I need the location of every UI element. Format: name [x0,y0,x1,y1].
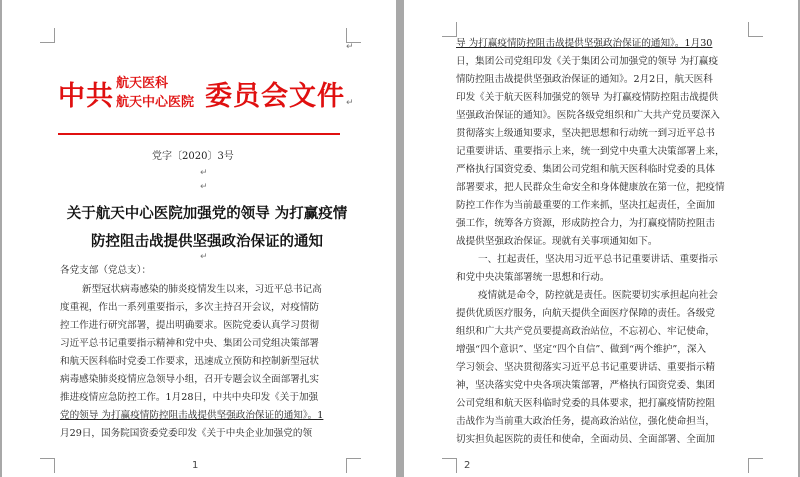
body-line: 神，坚决落实党中央各项决策部署，严格执行国资党委、集团 [456,380,716,391]
header-org-line2: 航天中心医院 [116,95,195,110]
body-line: 部署要求，把人民群众生命安全和身体健康放在第一位，把疫情 [456,182,725,193]
paragraph-mark: ↵ [200,182,208,192]
margin-corner-top-right [346,28,361,43]
body-line: 度重视，作出一系列重要指示，多次主持召开会议，对疫情防 [60,302,320,313]
body-line: 切实担负起医院的责任和使命，全面动员、全面部署、全面加 [456,434,716,445]
body-line: 疫情就是命令，防控就是责任。医院要切实承担起向社会 [478,290,718,301]
section-heading: 一、扛起责任，坚决用习近平总书记重要讲话、重要指示 [478,254,718,265]
margin-corner-top-left [442,22,457,37]
document-title [42,200,372,256]
margin-corner-top-left [40,28,55,43]
document-page-1 [2,0,396,477]
red-divider-line [58,133,340,135]
body-line: 印发《关于航天医科加强党的领导 为打赢疫情防控阻击战提供 [456,92,719,103]
body-line: 贯彻落实上级通知要求，坚决把思想和行动统一到习近平总书 [456,128,716,139]
body-line: 控工作进行研究部署，提出明确要求。医院党委认真学习贯彻 [60,320,320,331]
body-line: 防控工作作为当前最重要的工作来抓，坚决扛起责任，全面加 [456,200,716,211]
paragraph-mark: ↵ [346,98,354,108]
body-line: 公司党组和航天医科临时党委的具体要求，把打赢疫情防控阻 [456,398,716,409]
title-line-1: 关于航天中心医院加强党的领导 为打赢疫情 [66,205,348,222]
greeting: 各党支部（党总支）： [60,265,152,276]
paragraph-mark: ↵ [200,252,208,262]
body-line: 导 为打赢疫情防控阻击战提供坚强政治保证的通知》。1月30 [456,38,713,49]
body-line: 情防控阻击战提供坚强政治保证的通知》。2月2日，航天医科 [456,74,713,85]
margin-corner-bottom-right [748,458,763,473]
body-line: 习近平总书记重要指示精神和党中央、集团公司党组决策部署 [60,338,320,349]
section-heading: 和党中央决策部署统一思想和行动。 [456,272,610,283]
body-line: 击战作为当前重大政治任务，提高政治站位，强化使命担当， [456,416,716,427]
margin-corner-bottom-right [346,458,361,473]
body-line: 组织和广大共产党员要提高政治站位，不忘初心、牢记使命， [456,326,716,337]
body-line: 推进疫情应急防控工作。1月28日，中共中央印发《关于加强 [60,392,319,403]
body-line: 月29日，国务院国资委党委印发《关于中央企业加强党的领 [60,428,313,439]
margin-corner-bottom-left [442,458,457,473]
header-suffix: 委员会文件 [205,81,345,112]
body-line: 严格执行国资党委、集团公司党组和航天医科临时党委的具体 [456,164,716,175]
header-prefix: 中共 [58,81,114,112]
body-line: 强工作，统筹各方资源，形成防控合力，为打赢疫情防控阻击 [456,218,716,229]
paragraph-mark: ↵ [200,168,208,178]
margin-corner-bottom-left [40,458,55,473]
body-line: 记重要讲话、重要指示上来，统一到党中央重大决策部署上来， [456,146,725,157]
header-org-line1: 航天医科 [116,76,169,91]
title-line-2: 防控阻击战提供坚强政治保证的通知 [91,233,323,250]
body-line: 和航天医科临时党委工作要求，迅速成立预防和控制新型冠状 [60,356,320,367]
page-number: 1 [192,460,199,471]
body-line: 党的领导 为打赢疫情防控阻击战提供坚强政治保证的通知》。1 [60,410,324,421]
document-page-2 [404,0,798,477]
document-number: 党字〔2020〕3号 [152,151,234,162]
body-line: 日，集团公司党组印发《关于集团公司加强党的领导 为打赢疫 [456,56,719,67]
paragraph-mark: ↵ [346,42,354,52]
body-line: 新型冠状病毒感染的肺炎疫情发生以来，习近平总书记高 [82,284,322,295]
page-number: 2 [464,460,471,471]
document-red-header [58,70,358,114]
body-line: 坚强政治保证的通知》。医院各级党组织和广大共产党员要深入 [456,110,720,121]
body-line: 提供优质医疗服务，向航天提供全面医疗保障的责任。各级党 [456,308,716,319]
margin-corner-top-right [748,22,763,37]
body-line: 病毒感染肺炎疫情应急领导小组，召开专题会议全面部署扎实 [60,374,320,385]
body-line: 战提供坚强政治保证。现就有关事项通知如下。 [456,236,658,247]
body-line: 学习领会、坚决贯彻落实习近平总书记重要讲话、重要指示精 [456,362,716,373]
body-line: 增强“四个意识”、坚定“四个自信”、做到“两个维护”，深入 [456,344,707,355]
